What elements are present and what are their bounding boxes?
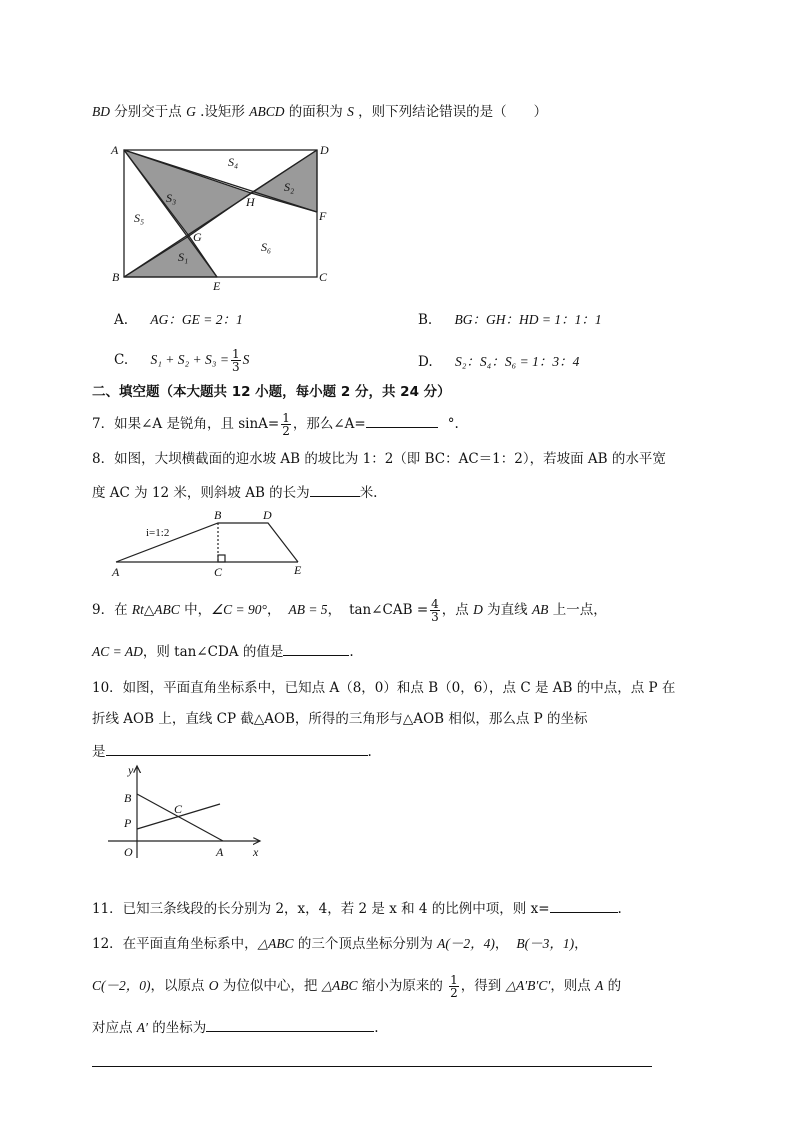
- q10-line1: 10．如图，平面直角坐标系中，已知点 A（8，0）和点 B（0，6），点 C 是 AB 的中点，点 P 在: [92, 680, 676, 696]
- label-s5: S₅: [134, 211, 145, 225]
- q9-text: .: [349, 644, 354, 660]
- q12-text: △ABC: [321, 978, 358, 993]
- fraction-numerator: 1: [282, 411, 290, 425]
- q7-answer-blank[interactable]: [366, 412, 438, 428]
- q12-text: A′: [136, 1020, 148, 1035]
- q12-text: ，则点: [550, 978, 596, 994]
- q7-text: °.: [447, 416, 459, 432]
- q6-text: .设矩形: [195, 104, 250, 120]
- q12-text: 为位似中心，把: [218, 978, 322, 994]
- option-c-letter: C.: [114, 352, 129, 368]
- q10-text: 是: [92, 744, 106, 760]
- q6-rectangle-figure: [108, 140, 338, 292]
- label-s4: S₄: [228, 155, 239, 169]
- q12-text: A(－2，4): [437, 936, 495, 951]
- dam-outline: [116, 523, 298, 562]
- q10-coordinate-figure: [108, 758, 268, 862]
- q9-text: D: [473, 602, 483, 617]
- q8-text: 米.: [359, 485, 378, 501]
- option-b-letter: B.: [418, 312, 433, 328]
- q10-text: .: [367, 744, 372, 760]
- q12-line3: [92, 1016, 379, 1038]
- option-d-letter: D.: [418, 354, 433, 370]
- q8-line2: [92, 481, 377, 503]
- q12-text: △A′B′C′: [505, 978, 551, 993]
- q8-line1: 8．如图，大坝横截面的迎水坡 AB 的坡比为 1：2（即 BC：AC＝1：2），若坡面 AB 的水平宽: [92, 451, 666, 467]
- q8-dam-figure: [108, 506, 318, 578]
- q7: [92, 412, 459, 437]
- q9-text: ∠C = 90°: [211, 602, 267, 617]
- option-a: [114, 310, 243, 330]
- option-a-text: AG：GE = 2：1: [150, 312, 243, 327]
- q6-text: ABCD: [249, 104, 285, 119]
- fraction-denominator: 2: [450, 986, 458, 1000]
- fraction-denominator: 3: [231, 360, 240, 374]
- q12-line2: [92, 974, 621, 999]
- q9-text: 的值是: [238, 644, 284, 660]
- label-c: C: [214, 565, 223, 578]
- q9-text: tan∠CAB =: [349, 602, 429, 618]
- footer-divider: [92, 1066, 652, 1067]
- q12-text: .: [374, 1020, 379, 1036]
- label-s3: S₃: [166, 191, 177, 205]
- q9-answer-blank[interactable]: [283, 640, 349, 656]
- label-d: D: [320, 143, 329, 157]
- option-d-text: S₂：S₄：S₆ = 1：3：4: [454, 354, 580, 369]
- label-s6: S₆: [261, 240, 272, 254]
- q6-stem: [92, 102, 547, 122]
- label-f: F: [319, 209, 327, 223]
- q12-text: △ABC: [257, 936, 294, 951]
- q11-answer-blank[interactable]: [550, 897, 618, 913]
- fraction-numerator: 4: [431, 597, 439, 611]
- q12-text: 对应点: [92, 1020, 137, 1036]
- q12-line1: [92, 934, 588, 954]
- q12-text: 的三个顶点坐标分别为: [293, 936, 438, 952]
- right-angle-mark: [218, 555, 225, 562]
- label-s1: S₁: [178, 250, 189, 264]
- q9-text: ，则: [142, 644, 175, 660]
- q12-text: B(－3，1): [516, 936, 575, 951]
- q6-text: ，则下列结论错误的是（ ）: [353, 104, 548, 120]
- q6-text: G: [186, 104, 196, 119]
- option-b-text: BG：GH：HD = 1：1：1: [454, 312, 602, 327]
- region-s1: [124, 236, 217, 277]
- label-a: A: [216, 845, 224, 859]
- label-e: E: [294, 563, 302, 577]
- q9-line1: [92, 598, 607, 623]
- fraction-denominator: 2: [282, 424, 290, 438]
- label-c: C: [174, 802, 183, 816]
- q9-text: ABC: [154, 602, 180, 617]
- fraction-numerator: 1: [450, 973, 458, 987]
- slope-label: i=1:2: [146, 527, 170, 539]
- q12-text: O: [208, 978, 219, 993]
- q9-text: ，: [266, 602, 281, 618]
- q12-text: ，: [494, 936, 509, 952]
- label-y: y: [128, 763, 134, 777]
- label-g: G: [193, 230, 202, 244]
- q6-text: 分别交于点: [110, 104, 187, 120]
- q9-text: △: [143, 602, 155, 618]
- q9-text: AB = 5: [288, 602, 328, 617]
- fraction-denominator: 3: [431, 610, 439, 624]
- option-a-letter: A.: [114, 312, 129, 328]
- label-s2: S₂: [284, 180, 295, 194]
- q12-fraction: [449, 974, 459, 999]
- q7-text: ，那么∠A=: [292, 416, 366, 432]
- q9-text: Rt: [131, 602, 144, 617]
- q11: [92, 897, 622, 919]
- fraction-numerator: 1: [231, 347, 240, 361]
- q9-text: 9．在: [92, 602, 132, 618]
- q6-text: 的面积为: [284, 104, 348, 120]
- label-c: C: [319, 270, 328, 284]
- label-p: P: [124, 816, 132, 830]
- label-a: A: [112, 565, 120, 578]
- label-a: A: [111, 143, 119, 157]
- q6-text: BD: [92, 104, 110, 119]
- q12-text: ，: [574, 936, 588, 952]
- label-o: O: [124, 845, 133, 859]
- q8-text: 度 AC 为 12 米，则斜坡 AB 的长为: [92, 485, 310, 501]
- label-b: B: [214, 508, 222, 522]
- q12-answer-blank[interactable]: [206, 1016, 374, 1032]
- q8-answer-blank[interactable]: [310, 481, 360, 497]
- section-title: 二、填空题（本大题共 12 小题，每小题 2 分，共 24 分）: [92, 384, 451, 400]
- q12-text: ，得到: [460, 978, 506, 994]
- q10-answer-blank[interactable]: [106, 740, 368, 756]
- q12-text: 的: [603, 978, 622, 994]
- q7-fraction: [281, 412, 291, 437]
- q9-line2: [92, 640, 354, 662]
- q12-text: 12．在平面直角坐标系中，: [92, 936, 258, 952]
- q12-text: A: [595, 978, 604, 993]
- q9-text: 为直线: [482, 602, 532, 618]
- q11-text: .: [617, 901, 622, 917]
- label-h: H: [246, 195, 255, 209]
- q9-text: 上一点，: [548, 602, 607, 618]
- option-c-text: S₁ + S₂ + S₃ =: [150, 352, 229, 367]
- q12-text: C(－2，0): [92, 978, 151, 993]
- label-b: B: [112, 270, 120, 284]
- q9-text: tan∠CDA: [174, 644, 239, 660]
- q6-text: S: [347, 104, 354, 119]
- q11-text: 11．已知三条线段的长分别为 2，x，4，若 2 是 x 和 4 的比例中项，则 x=: [92, 901, 550, 917]
- option-c-fraction: [231, 348, 241, 373]
- q12-text: 的坐标为: [148, 1020, 207, 1036]
- q9-text: 中，: [179, 602, 212, 618]
- q9-text: AB: [531, 602, 549, 617]
- q12-text: ，以原点: [150, 978, 209, 994]
- q7-text: 7．如果∠A 是锐角，且 sinA=: [92, 416, 280, 432]
- q9-text: ，: [327, 602, 342, 618]
- label-e: E: [213, 279, 221, 292]
- label-x: x: [253, 845, 259, 859]
- option-d: [418, 352, 579, 372]
- q9-text: AC = AD: [92, 644, 143, 659]
- q10-line2: 折线 AOB 上，直线 CP 截△AOB，所得的三角形与△AOB 相似，那么点 P 的坐标: [92, 711, 588, 727]
- option-c-text: S: [242, 352, 250, 367]
- q12-text: 缩小为原来的: [357, 978, 448, 994]
- q9-text: ，点: [441, 602, 474, 618]
- label-d: D: [263, 508, 272, 522]
- label-b: B: [124, 791, 132, 805]
- q9-fraction: [430, 598, 440, 623]
- option-b: [418, 310, 602, 330]
- option-c: [114, 348, 249, 373]
